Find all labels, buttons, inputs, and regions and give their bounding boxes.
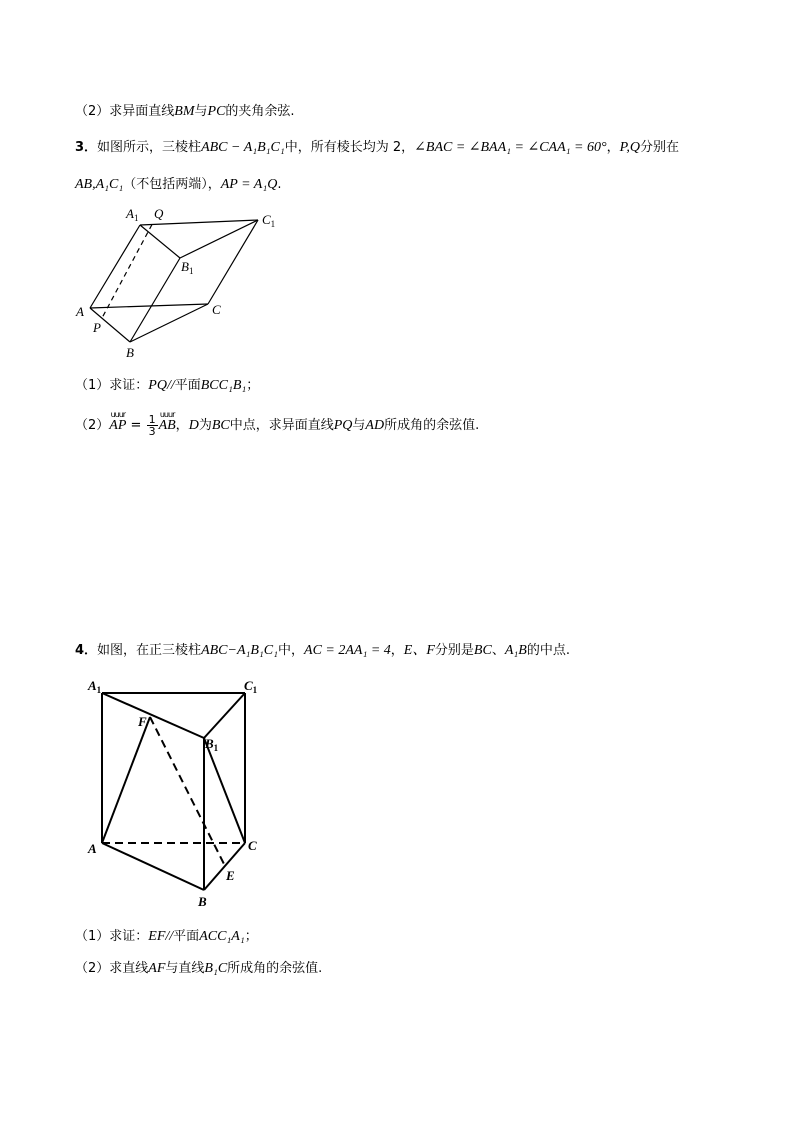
q3-statement-line1 xyxy=(75,139,679,157)
vector-arrow: uuur xyxy=(159,410,175,419)
text-segment: 的中点. xyxy=(526,643,570,658)
math-bm: BM xyxy=(174,104,195,119)
label-q: Q xyxy=(154,206,164,221)
text-segment: （2）求异面直线 xyxy=(75,104,175,119)
q4-part2 xyxy=(75,960,322,978)
text-segment: 中，所有棱长均为 2， xyxy=(284,140,415,155)
label-a1: $A_1$ xyxy=(88,678,102,695)
edge-a1b1 xyxy=(140,225,180,258)
math-ef: E、F xyxy=(403,643,435,658)
segment-b1c xyxy=(204,738,245,843)
math-d: D xyxy=(188,418,199,433)
label-b: B xyxy=(198,894,207,909)
text-segment: 平面 xyxy=(173,929,200,944)
text-segment: 为 xyxy=(198,418,212,433)
math-b1c: B₁C xyxy=(204,961,228,976)
q4-part1 xyxy=(75,928,258,946)
label-c1: $C_1$ xyxy=(262,212,276,229)
label-a1: $A_1$ xyxy=(126,206,139,223)
text-segment: 所成角的余弦值. xyxy=(384,418,480,433)
q3-part2 xyxy=(75,410,480,438)
q3-prism-figure xyxy=(60,200,290,365)
fraction-one-third: $\frac{1}{3}$ xyxy=(148,413,156,438)
math-ef-parallel: EF// xyxy=(148,929,174,944)
prev-question-part2 xyxy=(75,103,295,121)
text-segment: 中点，求异面直线 xyxy=(229,418,334,433)
math-face: ACC₁A₁ xyxy=(199,929,245,944)
math-angles: ∠BAC = ∠BAA₁ = ∠CAA₁ = 60° xyxy=(414,140,607,155)
math-pc: PC xyxy=(207,104,226,119)
math-prism: ABC − A₁B₁C₁ xyxy=(201,140,285,155)
math-a1b: A₁B xyxy=(504,643,527,658)
q4-prism-figure xyxy=(80,676,270,912)
edge-ab xyxy=(102,843,204,890)
text-segment: 分别在 xyxy=(639,140,679,155)
math-condition: AC = 2AA₁ = 4 xyxy=(304,643,391,658)
text-segment: ； xyxy=(246,378,260,393)
text-segment: 所成角的余弦值. xyxy=(227,961,323,976)
segment-af xyxy=(102,717,150,843)
question-number: 4． xyxy=(75,643,98,658)
text-segment: （1）求证： xyxy=(75,378,149,393)
math-bc: BC xyxy=(211,418,230,433)
label-p: P xyxy=(93,320,101,335)
text-segment: （2）求直线 xyxy=(75,961,149,976)
vector-arrow: uuur xyxy=(110,410,126,419)
vector-ab: uuur AB xyxy=(159,417,176,435)
q4-statement xyxy=(75,642,570,660)
label-b: B xyxy=(126,345,134,360)
math-pq: PQ xyxy=(333,418,353,433)
math-face: BCC₁B₁ xyxy=(200,378,247,393)
text-segment: 如图，在正三棱柱 xyxy=(97,643,202,658)
text-segment: （不包括两端）， xyxy=(123,177,221,192)
text-segment: 如图所示，三棱柱 xyxy=(97,140,202,155)
text-segment: = xyxy=(126,418,146,433)
segment-pq xyxy=(102,225,152,319)
label-c1: $C_1$ xyxy=(244,678,258,695)
text-segment: . xyxy=(277,177,282,192)
math-bc: BC xyxy=(473,643,492,658)
text-segment: 中， xyxy=(278,643,305,658)
text-segment: ； xyxy=(244,929,258,944)
text-segment: （2） xyxy=(75,418,110,433)
edge-a1b1 xyxy=(102,693,204,738)
text-segment: （1）求证： xyxy=(75,929,149,944)
text-segment: 与 xyxy=(352,418,366,433)
text-segment: 的夹角余弦. xyxy=(225,104,295,119)
text-segment: 、 xyxy=(491,643,505,658)
math-pq: P,Q xyxy=(619,140,640,155)
label-b1: $B_1$ xyxy=(181,259,194,276)
text-segment: 与直线 xyxy=(165,961,205,976)
label-c: C xyxy=(248,838,257,853)
vector-ap: uuur AP xyxy=(109,417,126,435)
text-segment: ， xyxy=(175,418,189,433)
text-segment: 平面 xyxy=(174,378,201,393)
edge-aa1 xyxy=(90,225,140,308)
label-e: E xyxy=(226,868,235,883)
question-number: 3． xyxy=(75,140,98,155)
label-a: A xyxy=(88,841,97,856)
label-b1: $B_1$ xyxy=(205,736,219,753)
math-af: AF xyxy=(148,961,166,976)
q3-part1 xyxy=(75,377,259,395)
math-segments: AB,A₁C₁ xyxy=(75,177,124,192)
math-equality: AP = A₁Q xyxy=(220,177,278,192)
label-f: F xyxy=(138,714,147,729)
text-segment: ， xyxy=(390,643,404,658)
text-segment: 与 xyxy=(194,104,208,119)
edge-bc xyxy=(204,843,245,890)
label-a: A xyxy=(76,304,84,319)
q3-statement-line2 xyxy=(75,176,281,194)
label-c: C xyxy=(212,302,221,317)
math-pq-parallel: PQ// xyxy=(148,378,175,393)
text-segment: 分别是 xyxy=(434,643,474,658)
math-ad: AD xyxy=(365,418,385,433)
edge-b1c1 xyxy=(204,693,245,738)
math-prism: ABC−A₁B₁C₁ xyxy=(201,643,278,658)
text-segment: ， xyxy=(606,140,620,155)
